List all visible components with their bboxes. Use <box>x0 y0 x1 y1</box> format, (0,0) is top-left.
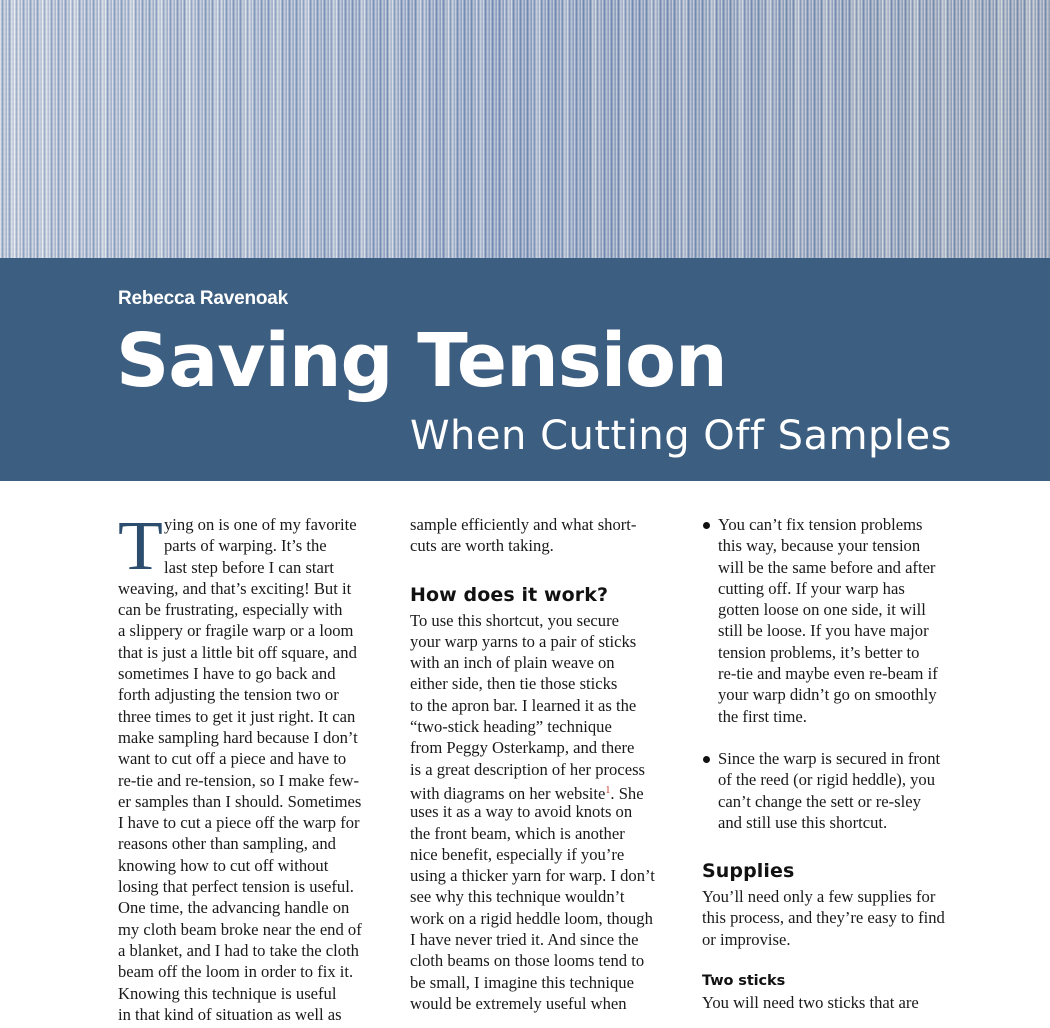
body-line: using a thicker yarn for warp. I don’t <box>410 866 655 886</box>
text-column-3 <box>702 514 964 1013</box>
body-line: work on a rigid heddle loom, though <box>410 908 653 928</box>
body-line: this process, and they’re easy to find <box>702 908 945 928</box>
body-line: I have never tried it. And since the <box>410 930 639 950</box>
body-line: cutting off. If your warp has <box>718 578 905 598</box>
spacer <box>410 557 674 580</box>
body-line: can be frustrating, especially with <box>118 600 343 620</box>
body-line: You will need two sticks that are <box>702 993 919 1013</box>
body-line: can’t change the sett or re-sley <box>718 791 921 811</box>
body-line: re-tie and re-tension, so I make few- <box>118 770 359 790</box>
body-line: “two-stick heading” technique <box>410 717 612 737</box>
body-line: see why this technique wouldn’t <box>410 887 625 907</box>
body-line: last step before I can start <box>164 557 335 577</box>
body-line: You’ll need only a few supplies for <box>702 887 936 907</box>
body-line: weaving, and that’s exciting! But it <box>118 578 352 598</box>
body-line: make sampling hard because I don’t <box>118 727 358 747</box>
body-line: is a great description of her process <box>410 759 645 779</box>
footnote-marker[interactable]: 1 <box>605 784 611 796</box>
body-line: my cloth beam broke near the end of <box>118 919 362 939</box>
body-line: losing that perfect tension is useful. <box>118 877 354 897</box>
body-line: a slippery or fragile warp or a loom <box>118 621 354 641</box>
body-line: with an inch of plain weave on <box>410 653 615 673</box>
body-line: reasons other than sampling, and <box>118 834 336 854</box>
text-column-2 <box>410 514 674 1014</box>
title-banner <box>0 258 1050 481</box>
body-line: beam off the loom in order to fix it. <box>118 962 354 982</box>
body-line: from Peggy Osterkamp, and there <box>410 738 635 758</box>
text-column-1 <box>118 508 380 1025</box>
header-photo <box>0 0 1050 258</box>
body-text: . She <box>610 783 644 803</box>
body-line: a blanket, and I had to take the cloth <box>118 940 359 960</box>
body-line: nice benefit, especially if you’re <box>410 844 625 864</box>
body-line: re-tie and maybe even re-beam if <box>718 664 938 684</box>
bullet-dot-icon <box>703 756 710 763</box>
body-line-with-footnote <box>410 780 674 801</box>
body-line: the first time. <box>718 706 807 726</box>
section-heading-how-it-works: How does it work? <box>410 583 609 606</box>
bullet-item-tension <box>702 514 964 727</box>
body-text: with diagrams on her website <box>410 783 606 803</box>
body-line: your warp yarns to a pair of sticks <box>410 631 637 651</box>
body-line: be small, I imagine this technique <box>410 972 634 992</box>
author-name: Rebecca Ravenoak <box>118 288 289 309</box>
bullet-dot-icon <box>703 522 710 529</box>
body-line: of the reed (or rigid heddle), you <box>718 770 936 790</box>
body-line: that is just a little bit off square, and <box>118 642 357 662</box>
body-line: tension problems, it’s better to <box>718 642 920 662</box>
body-line: parts of warping. It’s the <box>164 536 327 556</box>
body-line: forth adjusting the tension two or <box>118 685 339 705</box>
body-line: to the apron bar. I learned it as the <box>410 695 637 715</box>
spacer <box>702 833 964 856</box>
body-line: To use this shortcut, you secure <box>410 610 619 630</box>
body-line: would be extremely useful when <box>410 993 627 1013</box>
spacer <box>702 950 964 971</box>
body-line: either side, then tie those sticks <box>410 674 618 694</box>
body-line: or improvise. <box>702 929 791 949</box>
body-line: the front beam, which is another <box>410 823 625 843</box>
article-title: Saving Tension <box>116 318 727 404</box>
body-line: want to cut off a piece and have to <box>118 749 347 769</box>
article-subtitle: When Cutting Off Samples <box>410 413 952 459</box>
body-line: and still use this shortcut. <box>718 812 888 832</box>
body-line: gotten loose on one side, it will <box>718 600 926 620</box>
body-line: this way, because your tension <box>718 536 921 556</box>
body-line: Knowing this technique is useful <box>118 983 337 1003</box>
body-line: sample efficiently and what short- <box>410 515 637 534</box>
bullet-item-sett <box>702 748 964 833</box>
body-line: I have to cut a piece off the warp for <box>118 813 360 833</box>
section-heading-supplies: Supplies <box>702 860 795 883</box>
body-line: still be loose. If you have major <box>718 621 929 641</box>
body-line: three times to get it just right. It can <box>118 706 356 726</box>
subheading-two-sticks: Two sticks <box>702 973 786 990</box>
body-line: uses it as a way to avoid knots on <box>410 802 633 822</box>
body-line: Since the warp is secured in front <box>718 748 941 768</box>
body-line: cuts are worth taking. <box>410 536 554 556</box>
body-line: ying on is one of my favorite <box>164 515 357 534</box>
body-line: your warp didn’t go on smoothly <box>718 685 937 705</box>
body-line: er samples than I should. Sometimes <box>118 791 362 811</box>
body-line: will be the same before and after <box>718 557 936 577</box>
body-line: cloth beams on those looms tend to <box>410 951 645 971</box>
spacer <box>702 727 964 748</box>
header-photo-overlay <box>0 0 1050 258</box>
body-line: sometimes I have to go back and <box>118 664 336 684</box>
body-line: One time, the advancing handle on <box>118 898 350 918</box>
body-line: You can’t fix tension problems <box>718 515 923 534</box>
drop-cap: T <box>118 508 163 585</box>
body-line: in that kind of situation as well as <box>118 1004 342 1024</box>
body-line: knowing how to cut off without <box>118 855 329 875</box>
